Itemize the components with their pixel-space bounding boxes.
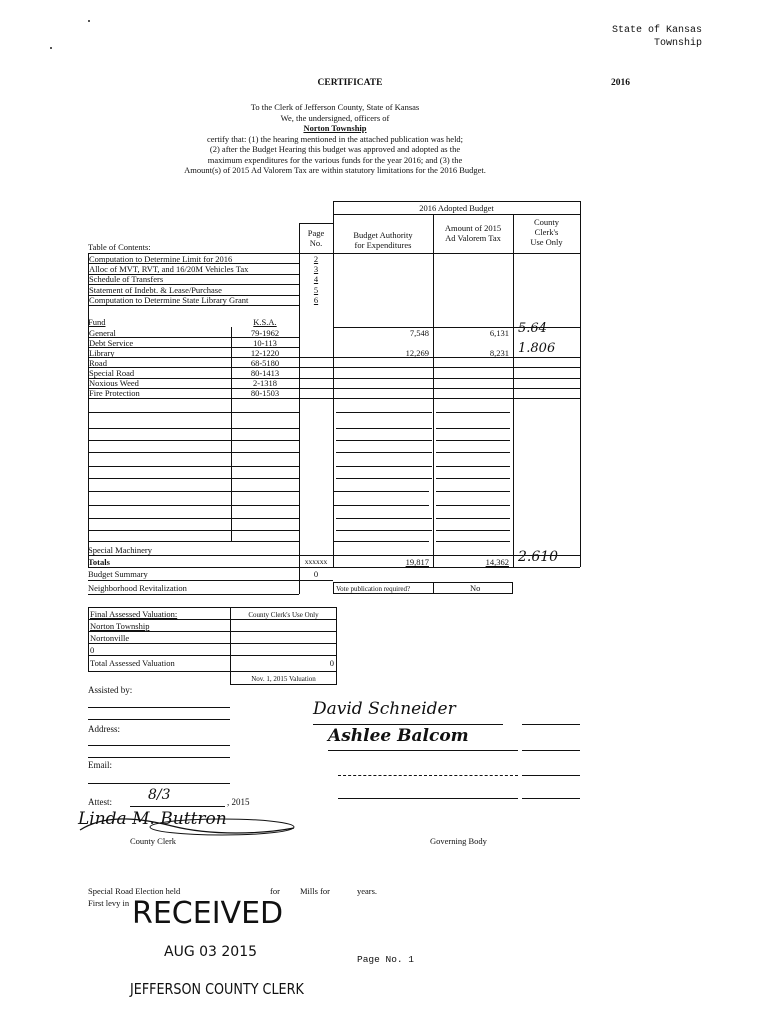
row-divider — [336, 428, 432, 429]
address-label: Address: — [88, 724, 120, 734]
special-machinery: Special Machinery — [88, 545, 152, 555]
row-divider — [436, 412, 510, 413]
intro-line-1: To the Clerk of Jefferson County, State of Kansas — [250, 102, 420, 112]
certificate-intro — [90, 102, 580, 176]
contents-page-number: 2 — [313, 253, 319, 264]
group-header: 2016 Adopted Budget — [419, 203, 494, 213]
valuation-row: Nortonville — [90, 633, 130, 643]
totals-label: Totals — [88, 557, 110, 567]
fund-clerk-rate: 1.806 — [518, 341, 556, 357]
row-divider — [88, 518, 299, 519]
totals-tax: 14,362 — [485, 557, 509, 567]
budget-year: 2016 — [611, 78, 630, 88]
row-divider — [333, 491, 429, 492]
totals-page: xxxxxx — [304, 557, 328, 566]
contents-page-number: 6 — [313, 295, 319, 306]
row-divider — [333, 541, 429, 542]
row-divider — [88, 440, 299, 441]
row-divider — [436, 518, 510, 519]
contents-item: Alloc of MVT, RVT, and 16/20M Vehicles Tax — [89, 263, 249, 274]
fund-name: Special Road — [89, 367, 135, 378]
col-authority — [333, 230, 433, 250]
valuation-row: Norton Township — [90, 621, 150, 631]
contents-item: Statement of Indebt. & Lease/Purchase — [89, 284, 222, 295]
col-clerk-line2: Clerk's — [534, 227, 559, 237]
fund-tax: 8,231 — [489, 347, 509, 358]
col-tax-line2: Ad Valorem Tax — [445, 233, 501, 243]
type-line: Township — [653, 38, 702, 49]
intro-line-4: (2) after the Budget Hearing this budget was approved and adopted as the — [209, 144, 461, 154]
fund-name: Debt Service — [89, 337, 134, 348]
fund-tax: 6,131 — [489, 327, 509, 338]
contents-page-number: 3 — [313, 263, 319, 274]
township-name: Norton Township — [303, 123, 367, 133]
totals-clerk: 2.610 — [518, 549, 559, 565]
row-divider — [436, 428, 510, 429]
received-stamp-date: AUG 03 2015 — [164, 944, 258, 960]
fund-ksa: 68-5180 — [250, 357, 280, 368]
vote-label: Vote publication required? — [336, 585, 411, 593]
row-divider — [336, 478, 432, 479]
received-stamp: RECEIVED — [132, 896, 284, 931]
intro-line-6: Amount(s) of 2015 Ad Valorem Tax are within statutory limitations for the 2016 Budget. — [184, 165, 486, 175]
budget-summary-page: 0 — [313, 569, 319, 579]
assisted-by-label: Assisted by: — [88, 685, 133, 695]
fund-authority: 12,269 — [405, 347, 429, 358]
contents-page-number: 5 — [313, 284, 319, 295]
fund-ksa: 80-1503 — [250, 388, 280, 399]
valuation-title: Final Assessed Valuation: — [90, 609, 178, 619]
intro-line-2: We, the undersigned, officers of — [280, 112, 390, 123]
row-divider — [88, 367, 580, 368]
row-divider — [336, 466, 432, 467]
page-title: CERTIFICATE — [317, 78, 383, 88]
received-stamp-office: JEFFERSON COUNTY CLERK — [130, 980, 304, 998]
signature-2: Ashlee Balcom — [328, 726, 469, 746]
valuation-note: Nov. 1, 2015 Valuation — [251, 675, 316, 683]
contents-item: Computation to Determine State Library Grant — [89, 295, 249, 306]
row-divider — [436, 452, 510, 453]
special-road-years: years. — [357, 886, 378, 896]
county-clerk-label: County Clerk — [130, 836, 177, 846]
row-divider — [436, 541, 510, 542]
col-page — [299, 228, 333, 248]
fund-ksa: 80-1413 — [250, 367, 280, 378]
fund-ksa: 10-113 — [253, 337, 277, 348]
contents-page-number: 4 — [313, 274, 319, 285]
row-divider — [88, 305, 299, 306]
state-line: State of Kansas — [611, 25, 702, 36]
intro-line-5: maximum expenditures for the various funds for the year 2016; and (3) the — [207, 154, 463, 165]
special-road-label: Special Road Election held — [88, 886, 181, 896]
neighborhood-revitalization: Neighborhood Revitalization — [88, 583, 187, 593]
row-divider — [336, 412, 432, 413]
fund-name: Library — [89, 347, 115, 358]
row-divider — [88, 398, 580, 399]
row-divider — [436, 530, 510, 531]
budget-summary: Budget Summary — [88, 569, 148, 579]
first-levy-label: First levy in — [88, 898, 130, 908]
row-divider — [88, 253, 89, 568]
col-page-line2: No. — [309, 238, 323, 248]
email-label: Email: — [88, 760, 112, 770]
fund-name: Fire Protection — [89, 388, 140, 399]
fund-name: General — [89, 327, 116, 338]
row-divider — [333, 505, 429, 506]
row-divider — [436, 478, 510, 479]
total-valuation-value: 0 — [329, 658, 334, 668]
fund-authority: 7,548 — [409, 327, 429, 338]
contents-item: Computation to Determine Limit for 2016 — [89, 253, 233, 264]
row-divider — [436, 491, 510, 492]
contents-item: Schedule of Transfers — [89, 274, 164, 285]
special-road-for: for — [270, 886, 280, 896]
row-divider — [88, 357, 580, 358]
fund-ksa: 12-1220 — [250, 347, 280, 358]
row-divider — [436, 466, 510, 467]
row-divider — [88, 388, 580, 389]
row-divider — [88, 412, 299, 413]
signature-1: David Schneider — [313, 699, 456, 719]
row-divider — [88, 428, 299, 429]
intro-line-3: certify that: (1) the hearing mentioned in the attached publication was held; — [206, 133, 464, 144]
fund-clerk-rate: 5.64 — [518, 321, 547, 336]
col-contents: Table of Contents: — [88, 242, 151, 252]
col-page-line1: Page — [307, 228, 325, 238]
fund-name: Road — [89, 357, 107, 368]
scan-mark — [50, 47, 52, 49]
col-clerk-line1: County — [533, 217, 560, 227]
fund-ksa: 79-1962 — [250, 327, 280, 338]
attest-label: Attest: — [88, 797, 112, 807]
row-divider — [336, 452, 432, 453]
row-divider — [88, 530, 299, 531]
vote-value: No — [470, 583, 481, 593]
row-divider — [336, 440, 432, 441]
row-divider — [436, 505, 510, 506]
valuation-row: 0 — [90, 645, 95, 655]
col-authority-line2: for Expenditures — [354, 240, 412, 250]
governing-body-label: Governing Body — [430, 836, 487, 846]
col-authority-line1: Budget Authority — [353, 230, 413, 240]
fund-name: Noxious Weed — [89, 378, 139, 388]
page-number: Page No. 1 — [357, 954, 415, 965]
row-divider — [436, 440, 510, 441]
valuation-clerk-col: County Clerk's Use Only — [248, 611, 319, 619]
fund-header: Fund — [88, 317, 106, 327]
col-tax-line1: Amount of 2015 — [444, 223, 502, 233]
ksa-header: K.S.A. — [253, 317, 277, 327]
row-divider — [336, 518, 432, 519]
row-divider — [88, 478, 299, 479]
col-clerk-line3: Use Only — [530, 237, 563, 247]
county-clerk-signature: Linda M. Buttron — [78, 809, 227, 829]
clerk-signature-flourish — [72, 809, 302, 842]
row-divider — [88, 541, 299, 542]
row-divider — [336, 530, 432, 531]
total-valuation-label: Total Assessed Valuation — [90, 658, 175, 668]
state-header — [560, 24, 702, 50]
special-road-mills: Mills for — [300, 886, 330, 896]
row-divider — [88, 466, 299, 467]
scan-mark — [88, 20, 90, 22]
row-divider — [88, 505, 299, 506]
totals-authority: 19,817 — [405, 557, 429, 567]
row-divider — [88, 378, 580, 379]
col-clerk — [513, 217, 580, 247]
attest-date: 8/3 — [148, 787, 171, 803]
fund-ksa: 2-1318 — [252, 378, 278, 388]
attest-year: , 2015 — [227, 797, 250, 807]
row-divider — [88, 491, 299, 492]
row-divider — [88, 452, 299, 453]
col-tax — [433, 223, 513, 243]
